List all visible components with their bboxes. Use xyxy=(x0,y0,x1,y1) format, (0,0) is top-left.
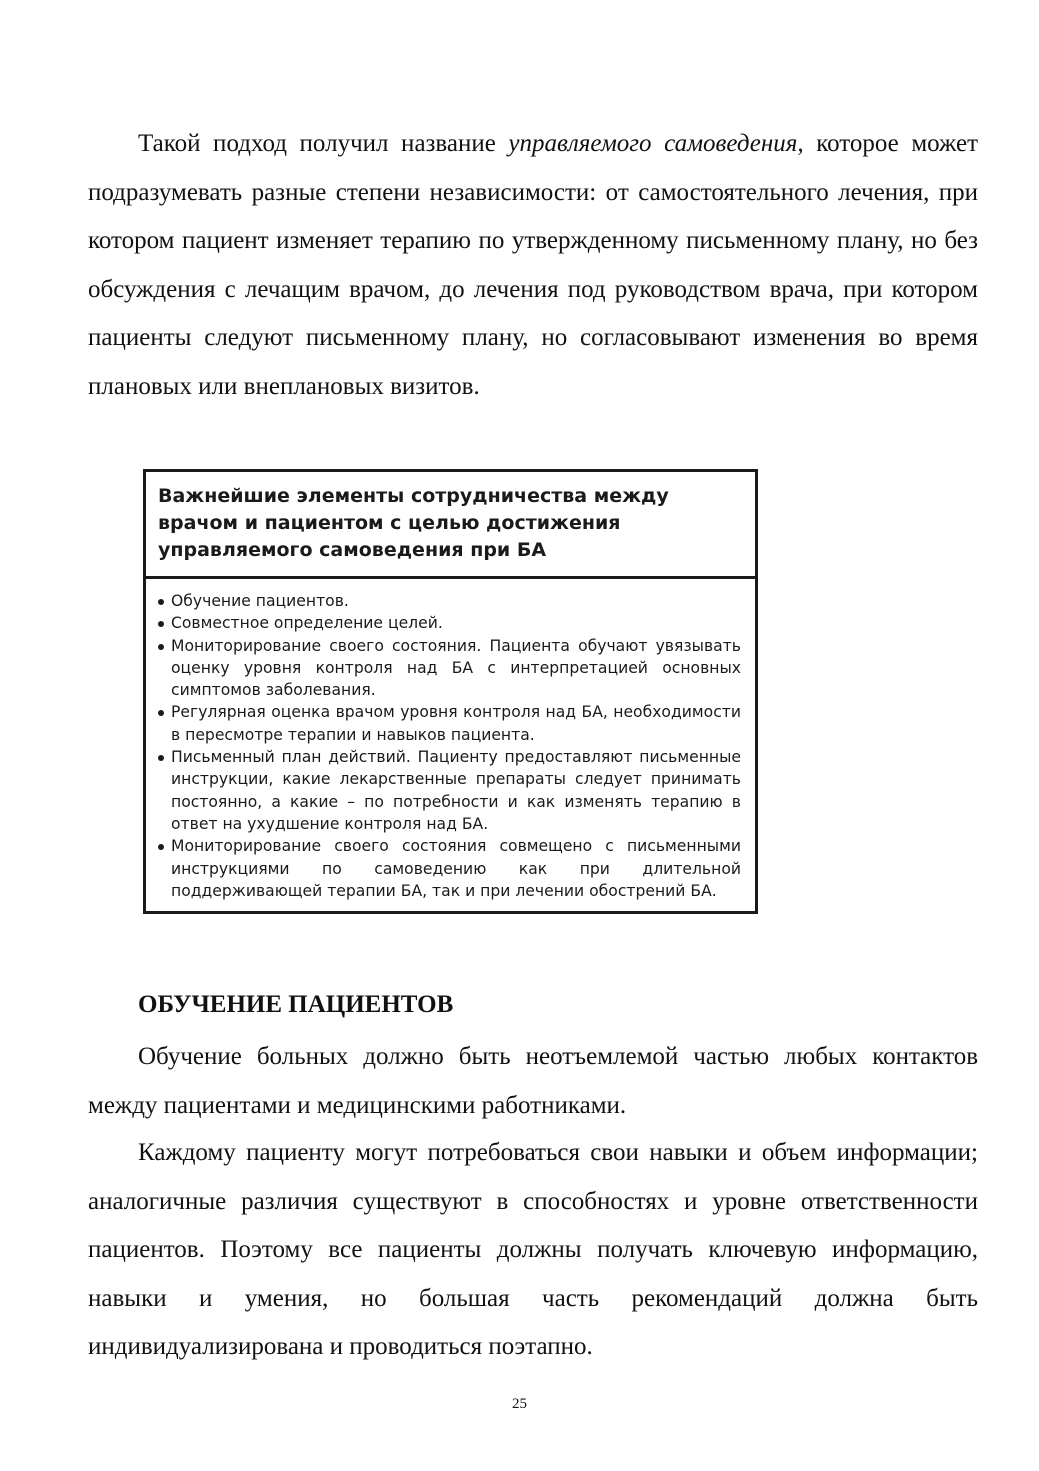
key-element-item: Мониторирование своего состояния. Пациента обучают увязывать оценку уровня контроля над БА с интерпретацией основных симптомов заболевания. xyxy=(158,635,741,702)
key-element-item: Регулярная оценка врачом уровня контроля над БА, необходимости в пересмотре терапии и навыков пациента. xyxy=(158,701,741,746)
key-elements-title: Важнейшие элементы сотрудничества между врачом и пациентом с целью достижения управляемого самоведения при БА xyxy=(146,472,755,579)
intro-emphasis: управляемого самоведения, xyxy=(508,130,804,157)
section-paragraph: Каждому пациенту могут потребоваться свои навыки и объем информации; аналогичные различия существуют в способностях и уровне ответственности пациентов. Поэтому все пациенты должны получать ключевую информацию, навыки и умения, но большая часть рекомендаций должна быть индивидуализирована и проводиться поэтапно. xyxy=(88,1139,978,1360)
key-element-item: Обучение пациентов. xyxy=(158,590,741,612)
key-elements-box xyxy=(143,469,758,914)
key-element-item: Письменный план действий. Пациенту предоставляют письменные инструкции, какие лекарственные препараты следует принимать постоянно, а какие – по потребности и как изменять терапию в ответ на ухудшение контроля над БА. xyxy=(158,746,741,835)
section-paragraph: Обучение больных должно быть неотъемлемой частью любых контактов между пациентами и медицинскими работниками. xyxy=(88,1043,978,1119)
intro-rest: которое может подразумевать разные степени независимости: от самостоятельного лечения, при котором пациент изменяет терапию по утвержденному письменному плану, но без обсуждения с лечащим врачом, до лечения под руководством врача, при котором пациенты следуют письменному плану, но согласовывают изменения во время плановых или внеплановых визитов. xyxy=(88,130,978,400)
intro-paragraph xyxy=(88,120,978,411)
key-elements-list xyxy=(146,579,755,902)
key-element-item: Мониторирование своего состояния совмещено с письменными инструкциями по самоведению как при длительной поддерживающей терапии БА, так и при лечении обострений БА. xyxy=(158,835,741,902)
key-element-item: Совместное определение целей. xyxy=(158,612,741,634)
intro-lead: Такой подход получил название xyxy=(138,130,509,157)
section-heading: ОБУЧЕНИЕ ПАЦИЕНТОВ xyxy=(138,991,454,1018)
page-number: 25 xyxy=(512,1396,527,1412)
